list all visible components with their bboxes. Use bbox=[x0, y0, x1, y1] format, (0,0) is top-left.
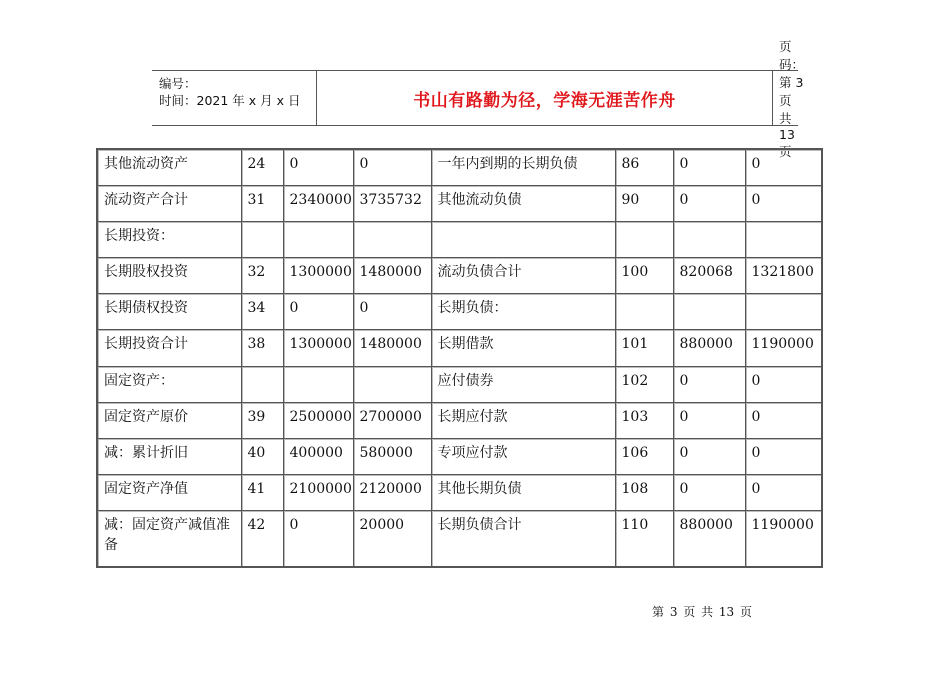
asset-item-cell: 固定资产净值 bbox=[97, 475, 241, 511]
asset-begin-cell: 1300000 bbox=[283, 330, 353, 366]
asset-end-cell bbox=[353, 221, 431, 257]
liability-begin-cell: 0 bbox=[673, 438, 745, 474]
liability-line-no-cell: 102 bbox=[615, 366, 673, 402]
liability-begin-cell: 0 bbox=[673, 366, 745, 402]
asset-begin-cell: 1300000 bbox=[283, 258, 353, 294]
liability-item-cell: 应付债券 bbox=[431, 366, 615, 402]
liability-line-no-cell bbox=[615, 294, 673, 330]
asset-line-no-cell bbox=[241, 366, 283, 402]
document-time-label: 时间：2021 年 x 月 x 日 bbox=[159, 93, 301, 108]
table-row bbox=[97, 294, 822, 330]
page-footer: 第 3 页 共 13 页 bbox=[652, 605, 752, 619]
asset-line-no-cell: 40 bbox=[241, 438, 283, 474]
liability-begin-cell: 880000 bbox=[673, 330, 745, 366]
asset-item-cell: 固定资产原价 bbox=[97, 402, 241, 438]
asset-begin-cell: 0 bbox=[283, 294, 353, 330]
liability-end-cell bbox=[745, 221, 822, 257]
liability-begin-cell: 0 bbox=[673, 475, 745, 511]
liability-item-cell bbox=[431, 221, 615, 257]
liability-line-no-cell: 110 bbox=[615, 511, 673, 567]
document-number-label: 编号： bbox=[159, 76, 197, 91]
asset-begin-cell: 0 bbox=[283, 149, 353, 185]
asset-begin-cell: 400000 bbox=[283, 438, 353, 474]
asset-line-no-cell: 38 bbox=[241, 330, 283, 366]
asset-end-cell: 1480000 bbox=[353, 258, 431, 294]
liability-line-no-cell: 108 bbox=[615, 475, 673, 511]
asset-line-no-cell: 39 bbox=[241, 402, 283, 438]
liability-begin-cell: 880000 bbox=[673, 511, 745, 567]
liability-item-cell: 长期应付款 bbox=[431, 402, 615, 438]
asset-item-cell: 长期投资： bbox=[97, 221, 241, 257]
asset-end-cell: 20000 bbox=[353, 511, 431, 567]
asset-item-cell: 固定资产： bbox=[97, 366, 241, 402]
liability-line-no-cell: 101 bbox=[615, 330, 673, 366]
liability-item-cell: 长期借款 bbox=[431, 330, 615, 366]
table-row bbox=[97, 402, 822, 438]
asset-begin-cell bbox=[283, 366, 353, 402]
asset-line-no-cell: 32 bbox=[241, 258, 283, 294]
liability-line-no-cell bbox=[615, 221, 673, 257]
asset-item-cell: 减：固定资产减值准备 bbox=[97, 511, 241, 567]
asset-begin-cell bbox=[283, 221, 353, 257]
liability-end-cell: 1321800 bbox=[745, 258, 822, 294]
table-row bbox=[97, 366, 822, 402]
header-meta bbox=[152, 71, 317, 125]
asset-line-no-cell: 41 bbox=[241, 475, 283, 511]
liability-item-cell: 其他流动负债 bbox=[431, 185, 615, 221]
liability-item-cell: 流动负债合计 bbox=[431, 258, 615, 294]
liability-line-no-cell: 90 bbox=[615, 185, 673, 221]
liability-begin-cell: 820068 bbox=[673, 258, 745, 294]
asset-end-cell: 2700000 bbox=[353, 402, 431, 438]
liability-end-cell: 1190000 bbox=[745, 330, 822, 366]
liability-item-cell: 其他长期负债 bbox=[431, 475, 615, 511]
table-row bbox=[97, 185, 822, 221]
asset-item-cell: 长期股权投资 bbox=[97, 258, 241, 294]
asset-line-no-cell: 42 bbox=[241, 511, 283, 567]
asset-end-cell bbox=[353, 366, 431, 402]
liability-line-no-cell: 103 bbox=[615, 402, 673, 438]
liability-begin-cell: 0 bbox=[673, 185, 745, 221]
liability-end-cell bbox=[745, 294, 822, 330]
liability-begin-cell: 0 bbox=[673, 149, 745, 185]
asset-item-cell: 流动资产合计 bbox=[97, 185, 241, 221]
table-row bbox=[97, 149, 822, 185]
asset-item-cell: 长期投资合计 bbox=[97, 330, 241, 366]
liability-item-cell: 长期负债： bbox=[431, 294, 615, 330]
asset-line-no-cell: 31 bbox=[241, 185, 283, 221]
liability-line-no-cell: 100 bbox=[615, 258, 673, 294]
page-header bbox=[152, 38, 805, 159]
asset-begin-cell: 0 bbox=[283, 511, 353, 567]
asset-end-cell: 580000 bbox=[353, 438, 431, 474]
table-row bbox=[97, 330, 822, 366]
asset-line-no-cell: 24 bbox=[241, 149, 283, 185]
liability-item-cell: 一年内到期的长期负债 bbox=[431, 149, 615, 185]
table-row bbox=[97, 221, 822, 257]
liability-begin-cell: 0 bbox=[673, 402, 745, 438]
liability-end-cell: 0 bbox=[745, 185, 822, 221]
asset-end-cell: 0 bbox=[353, 294, 431, 330]
asset-begin-cell: 2500000 bbox=[283, 402, 353, 438]
table-row bbox=[97, 475, 822, 511]
header-motto: 书山有路勤为径，学海无涯苦作舟 bbox=[317, 71, 773, 125]
asset-begin-cell: 2340000 bbox=[283, 185, 353, 221]
liability-begin-cell bbox=[673, 294, 745, 330]
liability-end-cell: 0 bbox=[745, 475, 822, 511]
liability-end-cell: 0 bbox=[745, 149, 822, 185]
liability-item-cell: 专项应付款 bbox=[431, 438, 615, 474]
asset-end-cell: 1480000 bbox=[353, 330, 431, 366]
asset-item-cell: 减：累计折旧 bbox=[97, 438, 241, 474]
liability-begin-cell bbox=[673, 221, 745, 257]
liability-end-cell: 0 bbox=[745, 366, 822, 402]
table-row bbox=[97, 258, 822, 294]
liability-line-no-cell: 86 bbox=[615, 149, 673, 185]
liability-end-cell: 1190000 bbox=[745, 511, 822, 567]
table-row bbox=[97, 511, 822, 567]
table-row bbox=[97, 438, 822, 474]
balance-sheet-table bbox=[96, 148, 823, 568]
asset-item-cell: 其他流动资产 bbox=[97, 149, 241, 185]
asset-line-no-cell: 34 bbox=[241, 294, 283, 330]
asset-end-cell: 0 bbox=[353, 149, 431, 185]
asset-line-no-cell bbox=[241, 221, 283, 257]
liability-item-cell: 长期负债合计 bbox=[431, 511, 615, 567]
header-page-info: 页码：第 3 页 共 13 页 bbox=[779, 38, 805, 159]
asset-item-cell: 长期债权投资 bbox=[97, 294, 241, 330]
liability-end-cell: 0 bbox=[745, 438, 822, 474]
liability-line-no-cell: 106 bbox=[615, 438, 673, 474]
asset-begin-cell: 2100000 bbox=[283, 475, 353, 511]
asset-end-cell: 3735732 bbox=[353, 185, 431, 221]
liability-end-cell: 0 bbox=[745, 402, 822, 438]
asset-end-cell: 2120000 bbox=[353, 475, 431, 511]
